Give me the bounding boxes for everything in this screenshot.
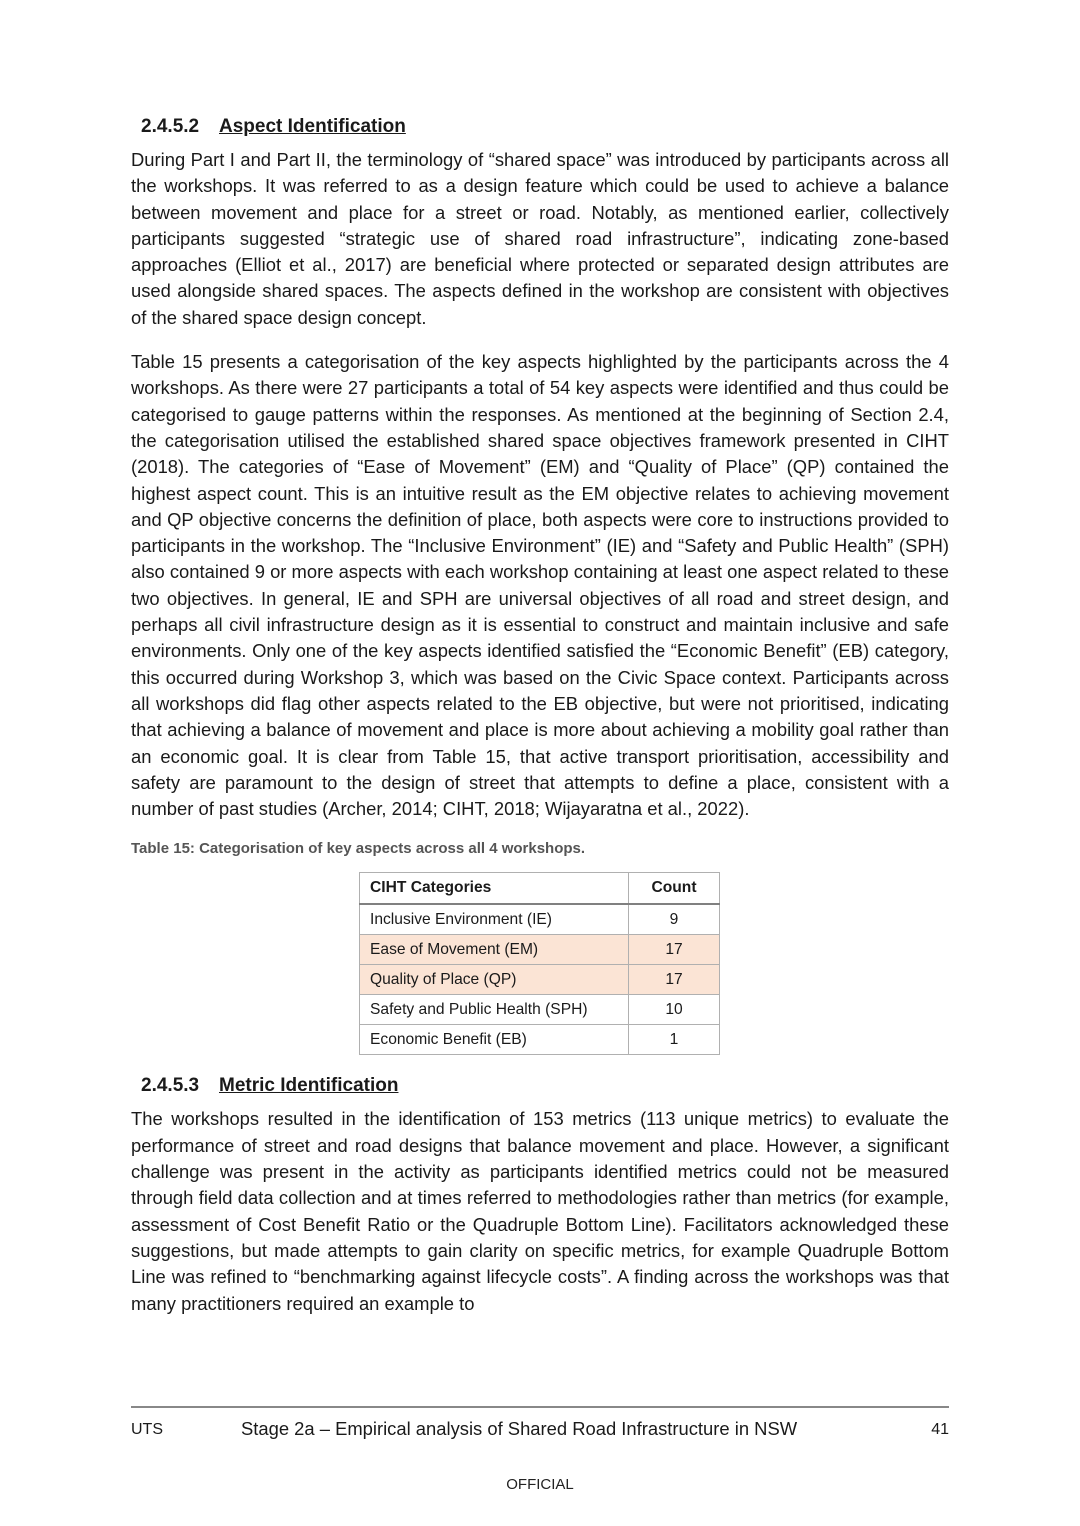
section-number: 2.4.5.2	[141, 116, 200, 137]
categories-table	[359, 872, 720, 1055]
paragraph: Table 15 presents a categorisation of the key aspects highlighted by the participants across the 4 workshops. As there were 27 participants a total of 54 key aspects were identified and thus could be categorised to gauge patterns within the responses. As mentioned at the beginning of Section 2.4, the categorisation utilised the established shared space objectives framework presented in CIHT (2018). The categories of “Ease of Movement” (EM) and “Quality of Place” (QP) contained the highest aspect count. This is an intuitive result as the EM objective relates to achieving movement and QP objective concerns the definition of place, both aspects were core to instructions provided to participants in the workshop. The “Inclusive Environment” (IE) and “Safety and Public Health” (SPH) also contained 9 or more aspects with each workshop containing at least one aspect related to these two objectives. In general, IE and SPH are universal objectives of all road and street design, and perhaps all civil infrastructure design as it is essential to construct and maintain inclusive and safe environments. Only one of the key aspects identified satisfied the “Economic Benefit” (EB) category, this occurred during Workshop 3, which was based on the Civic Space context. Participants across all workshops did flag other aspects related to the EB objective, but were not prioritised, indicating that achieving a balance of movement and place is more about achieving a mobility goal rather than an economic goal. It is clear from Table 15, that active transport prioritisation, accessibility and safety are paramount to the design of street that attempts to define a place, consistent with a number of past studies (Archer, 2014; CIHT, 2018; Wijayaratna et al., 2022).	[131, 351, 949, 820]
table-row	[360, 1025, 720, 1055]
table-cell-category: Ease of Movement (EM)	[360, 935, 629, 965]
table-cell-count: 17	[629, 965, 720, 995]
section-title: Aspect Identification	[219, 116, 406, 137]
header-count: Count	[629, 873, 720, 905]
paragraph: During Part I and Part II, the terminology of “shared space” was introduced by participants across all the workshops. It was referred to as a design feature which could be used to achieve a balance between movement and place for a street or road. Notably, as mentioned earlier, collectively participants suggested “strategic use of shared road infrastructure”, indicating zone-based approaches (Elliot et al., 2017) are beneficial where protected or separated design attributes are used alongside shared spaces. The aspects defined in the workshop are consistent with objectives of the shared space design concept.	[131, 149, 949, 328]
page-number: 41	[931, 1421, 949, 1438]
table-cell-category: Safety and Public Health (SPH)	[360, 995, 629, 1025]
table-row	[360, 935, 720, 965]
table-cell-count: 17	[629, 935, 720, 965]
table-cell-count: 1	[629, 1025, 720, 1055]
section-number: 2.4.5.3	[141, 1075, 200, 1097]
table-cell-count: 10	[629, 995, 720, 1025]
footer-document-title: Stage 2a – Empirical analysis of Shared Road Infrastructure in NSW	[241, 1418, 798, 1439]
table-cell-category: Quality of Place (QP)	[360, 965, 629, 995]
paragraph: The workshops resulted in the identification of 153 metrics (113 unique metrics) to evaluate the performance of street and road designs that balance movement and place. However, a significant challenge was present in the activity as participants identified metrics could not be measured through field data collection and at times referred to methodologies rather than metrics (for example, assessment of Cost Benefit Ratio or the Quadruple Bottom Line). Facilitators acknowledged these suggestions, but made attempts to gain clarity on specific metrics, for example Quadruple Bottom Line was refined to “benchmarking against lifecycle costs”. A finding across the workshops was that many practitioners required an example to	[131, 1108, 949, 1314]
section-heading-aspect-identification	[141, 114, 949, 140]
page-content	[131, 114, 949, 1317]
table-cell-category: Economic Benefit (EB)	[360, 1025, 629, 1055]
table-row	[360, 904, 720, 935]
table-cell-category: Inclusive Environment (IE)	[360, 904, 629, 935]
table-header-row	[360, 873, 720, 905]
classification-label: OFFICIAL	[506, 1476, 574, 1493]
table-caption: Table 15: Categorisation of key aspects across all 4 workshops.	[131, 840, 586, 858]
table-cell-count: 9	[629, 904, 720, 935]
section-heading-metric-identification	[141, 1073, 949, 1099]
footer-organisation: UTS	[131, 1421, 163, 1438]
header-categories: CIHT Categories	[360, 873, 629, 905]
table-row	[360, 995, 720, 1025]
table-row	[360, 965, 720, 995]
page-footer	[131, 1418, 949, 1444]
section-title: Metric Identification	[219, 1075, 399, 1097]
footer-divider	[131, 1406, 949, 1408]
